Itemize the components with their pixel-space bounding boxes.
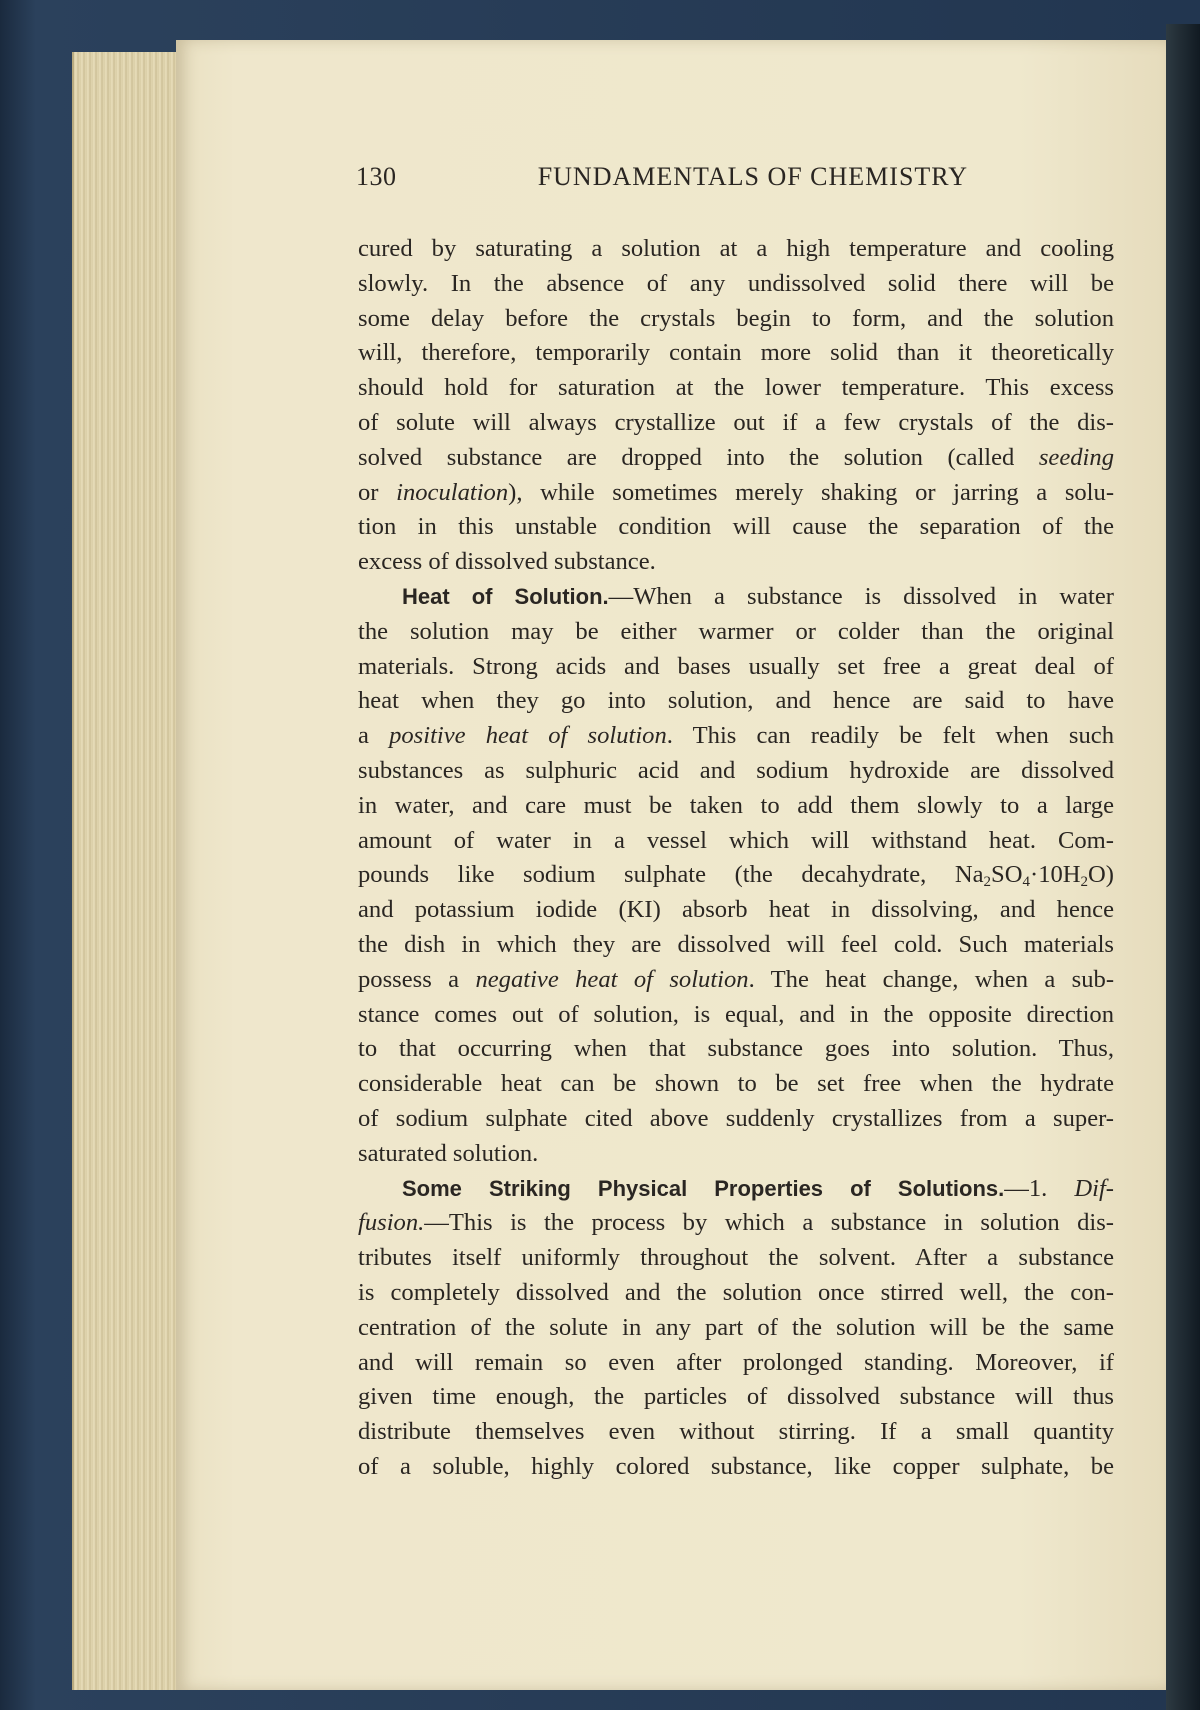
term-positive-heat: positive heat of solution — [389, 722, 667, 750]
term-diffusion-cont: fusion. — [358, 1209, 425, 1237]
text-line: given time enough, the particles of dissolved substance will thus — [358, 1383, 1114, 1411]
text-line: some delay before the crystals begin to form, and the solution — [358, 304, 1114, 332]
text-fragment: pounds like sodium sulphate (the decahydrate, Na — [358, 861, 984, 889]
text-line: slowly. In the absence of any undissolved solid there will be — [358, 269, 1114, 297]
book-binding-edge — [1166, 24, 1200, 1710]
text-line — [358, 441, 1114, 476]
subscript: 2 — [983, 874, 992, 891]
text-line: of sodium sulphate cited above suddenly crystallizes from a super- — [358, 1104, 1114, 1132]
text-line: the dish in which they are dissolved will feel cold. Such materials — [358, 930, 1114, 958]
text-fragment: SO — [991, 861, 1023, 889]
text-line — [358, 580, 1114, 615]
text-line: cured by saturating a solution at a high temperature and cooling — [358, 235, 1114, 262]
text-line: and potassium iodide (KI) absorb heat in dissolving, and hence — [358, 896, 1114, 924]
text-line — [358, 476, 1114, 511]
text-line: centration of the solute in any part of the solution will be the same — [358, 1313, 1114, 1341]
text-line: excess of dissolved substance. — [358, 548, 656, 576]
text-line: to that occurring when that substance goes into solution. Thus, — [358, 1035, 1114, 1063]
text-line: of a soluble, highly colored substance, like copper sulphate, be — [358, 1452, 1114, 1480]
body-text — [358, 232, 1114, 1485]
text-line: stance comes out of solution, is equal, and in the opposite direction — [358, 1000, 1114, 1028]
text-fragment: or — [358, 478, 379, 506]
text-fragment: —This is the process by which a substance in solution dis- — [424, 1209, 1114, 1237]
text-line: tion in this unstable condition will cause the separation of the — [358, 513, 1114, 541]
text-line: should hold for saturation at the lower temperature. This excess — [358, 374, 1114, 402]
text-line: saturated solution. — [358, 1139, 539, 1167]
term-diffusion: Dif- — [1074, 1174, 1114, 1202]
text-fragment: —When a substance is dissolved in water — [608, 582, 1114, 610]
text-line — [358, 858, 1114, 893]
term-negative-heat: negative heat of solution — [475, 965, 749, 993]
text-line: of solute will always crystallize out if a few crystals of the dis- — [358, 408, 1114, 436]
text-fragment: possess a — [358, 965, 460, 993]
text-line: heat when they go into solution, and hence are said to have — [358, 687, 1114, 715]
term-inoculation: inoculation — [396, 478, 509, 506]
section-heading-properties: Some Striking Physical Properties of Solutions. — [402, 1175, 1005, 1201]
text-fragment: ·10H — [1030, 861, 1081, 889]
text-line — [358, 719, 1114, 754]
running-title: FUNDAMENTALS OF CHEMISTRY — [537, 162, 968, 191]
page-edges — [72, 52, 184, 1690]
text-line — [358, 963, 1114, 998]
text-fragment: solved substance are dropped into the solution (called — [358, 443, 1015, 471]
text-line: materials. Strong acids and bases usually set free a great deal of — [358, 652, 1114, 680]
text-fragment: . The heat change, when a sub- — [748, 965, 1115, 993]
page-number: 130 — [356, 162, 397, 191]
text-line — [358, 1172, 1114, 1207]
text-line: and will remain so even after prolonged standing. Moreover, if — [358, 1348, 1114, 1376]
subscript: 4 — [1022, 874, 1030, 891]
text-line: distribute themselves even without stirring. If a small quantity — [358, 1418, 1114, 1446]
paragraph-heat-of-solution — [358, 580, 1114, 1172]
text-fragment: O) — [1088, 861, 1114, 889]
text-fragment: a — [358, 722, 369, 750]
text-line: will, therefore, temporarily contain more solid than it theoretically — [358, 339, 1114, 367]
text-fragment: . This can readily be felt when such — [666, 722, 1114, 750]
text-line: considerable heat can be shown to be set free when the hydrate — [358, 1070, 1114, 1098]
paragraph-supersaturation — [358, 232, 1114, 580]
running-header — [356, 162, 968, 198]
text-line: amount of water in a vessel which will withstand heat. Com- — [358, 826, 1114, 854]
text-line: tributes itself uniformly throughout the solvent. After a substance — [358, 1244, 1114, 1272]
paragraph-physical-properties — [358, 1172, 1114, 1485]
text-line: the solution may be either warmer or colder than the original — [358, 617, 1114, 645]
text-line: in water, and care must be taken to add them slowly to a large — [358, 791, 1114, 819]
text-line — [358, 1206, 1114, 1241]
text-line: is completely dissolved and the solution once stirred well, the con- — [358, 1278, 1114, 1306]
text-line: substances as sulphuric acid and sodium hydroxide are dissolved — [358, 756, 1114, 784]
text-fragment: —1. — [1004, 1174, 1048, 1202]
subscript: 2 — [1080, 874, 1089, 891]
section-heading-heat: Heat of Solution. — [402, 583, 609, 609]
text-fragment: ), while sometimes merely shaking or jarring a solu- — [508, 478, 1115, 506]
term-seeding: seeding — [1038, 443, 1114, 471]
